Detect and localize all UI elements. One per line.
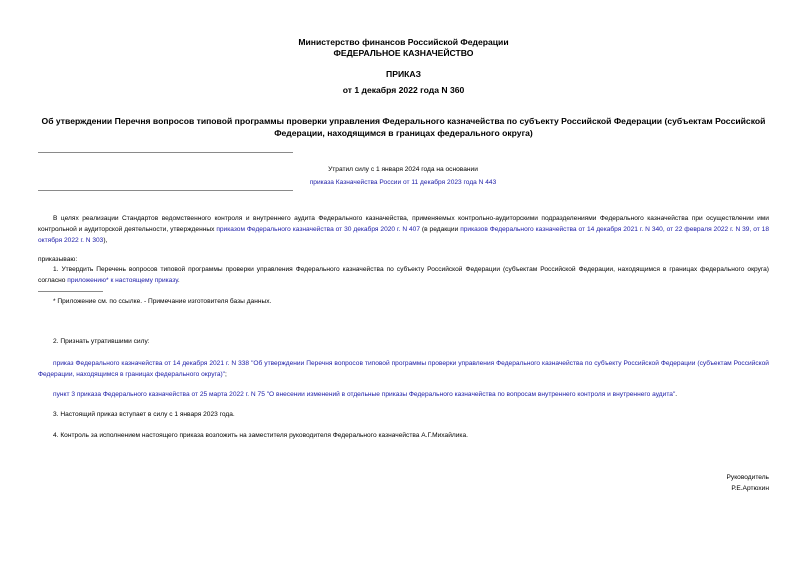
preamble-link-1[interactable]: приказом Федерального казначейства от 30 декабря 2020 г. N 407 xyxy=(216,226,421,233)
footnote: * Приложение см. по ссылке. - Примечание изготовителя базы данных. xyxy=(53,298,272,305)
preamble-text-3: ), xyxy=(103,237,108,244)
signature-position: Руководитель xyxy=(726,474,769,481)
doc-date: от 1 декабря 2022 года N 360 xyxy=(342,85,465,95)
footnote-divider xyxy=(38,291,103,292)
item-2-ref-2 xyxy=(38,389,769,400)
preamble-text-1: В целях реализации Стандартов ведомственного контроля и внутреннего аудита Федерального казначейства, применяемых контрольно-аудиторскими подразделениями Федерального казначейства при осуществлении ими контрольной и аудиторской деятельности, утвержденных xyxy=(38,215,769,233)
item-2: 2. Признать утратившими силу: xyxy=(53,338,150,345)
divider-bottom xyxy=(38,190,293,191)
item-2-ref-1-tail: ; xyxy=(225,371,227,378)
doc-title: Об утверждении Перечня вопросов типовой программы проверки управления Федерального казначейства по субъекту Российской Федерации (субъектам Российской Федерации, находящимся в границах федерального округа) xyxy=(41,116,766,138)
item-1-text: 1. Утвердить Перечень вопросов типовой программы проверки управления Федерального казначейства по субъекту Российской Федерации (субъектам Российской Федерации, находящимся в границах федерального округа) согласно xyxy=(38,266,769,284)
item-1-link[interactable]: приложению* к настоящему приказу xyxy=(67,277,178,284)
order-word: приказываю: xyxy=(38,256,78,263)
item-2-ref-2-tail: . xyxy=(675,391,678,398)
item-4: 4. Контроль за исполнением настоящего приказа возложить на заместителя руководителя Федерального казначейства А.Г.Михайлика. xyxy=(53,432,468,439)
ministry-name: Министерство финансов Российской Федерации xyxy=(298,37,509,47)
item-1-tail: . xyxy=(177,277,180,284)
preamble-link-2[interactable]: приказов Федерального казначейства от 14 декабря 2021 г. N 340, от 22 февраля 2022 г. N 39, от 18 октября 2022 г. N 303 xyxy=(38,226,770,244)
item-2-ref-2-link[interactable]: пункт 3 приказа Федерального казначейства от 25 марта 2022 г. N 75 "О внесении изменений в отдельные приказы Федерального казначейства по вопросам внутреннего контроля и внутреннего аудита" xyxy=(53,391,676,398)
agency-name: ФЕДЕРАЛЬНОЕ КАЗНАЧЕЙСТВО xyxy=(333,48,474,58)
item-3: 3. Настоящий приказ вступает в силу с 1 января 2023 года. xyxy=(53,411,235,418)
item-1 xyxy=(38,264,769,286)
doc-type: ПРИКАЗ xyxy=(386,69,421,79)
item-2-ref-1 xyxy=(38,358,769,380)
status-note-link-line xyxy=(38,176,768,189)
preamble xyxy=(38,213,769,246)
status-note-link[interactable]: приказа Казначейства России от 11 декабря 2023 года N 443 xyxy=(309,179,497,186)
item-2-ref-1-link[interactable]: приказ Федерального казначейства от 14 декабря 2021 г. N 338 "Об утверждении Перечня вопросов типовой программы проверки управления Федерального казначейства по субъекту Российской Федерации (субъектам Российской Федерации, находящимся в границах федерального округа)" xyxy=(38,360,769,378)
preamble-text-2: (в редакции xyxy=(420,226,461,233)
divider-top xyxy=(38,152,293,153)
signature-name: Р.Е.Артюхин xyxy=(731,485,769,492)
status-note-text: Утратил силу с 1 января 2024 года на основании xyxy=(328,166,478,173)
